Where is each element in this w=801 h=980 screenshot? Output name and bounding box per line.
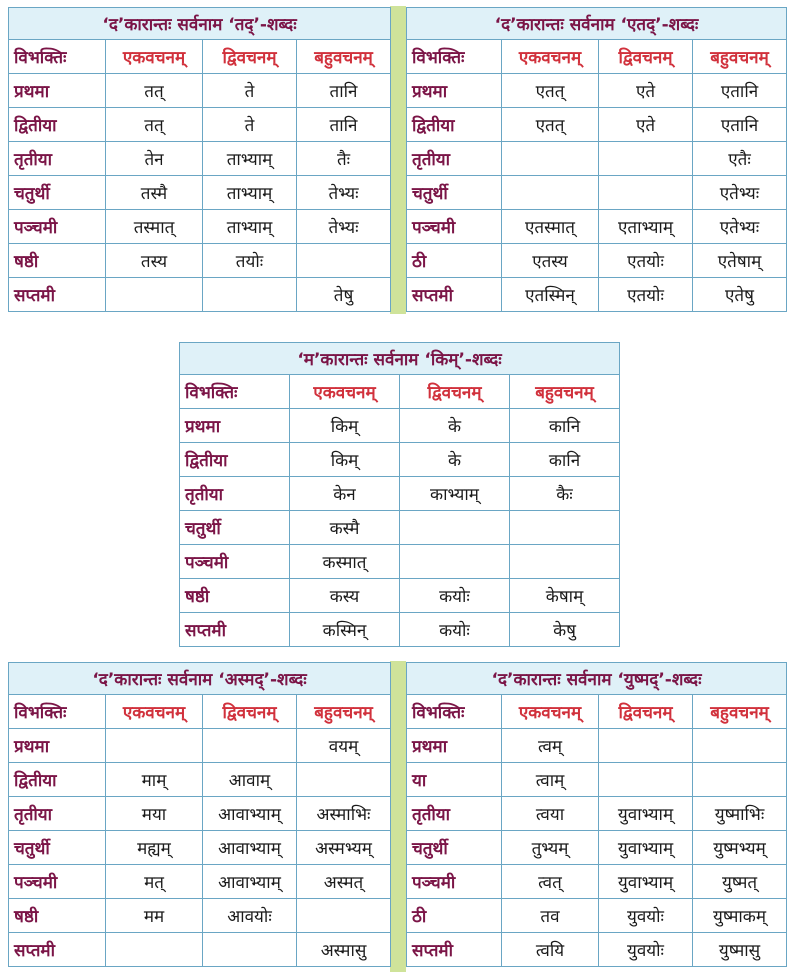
cell: [106, 933, 203, 967]
cell: एतानि: [693, 108, 787, 142]
cell: एतस्मिन्: [502, 278, 599, 312]
cell: एतेषु: [693, 278, 787, 312]
row-label: प्रथमा: [407, 729, 502, 763]
cell: युवयोः: [599, 933, 693, 967]
header-bahuvachanam: बहुवचनम्: [693, 40, 787, 74]
cell: [502, 142, 599, 176]
cell: ताभ्याम्: [203, 176, 297, 210]
cell: कस्मिन्: [290, 613, 400, 647]
row-label: सप्तमी: [9, 933, 106, 967]
cell: तत्: [106, 108, 203, 142]
header-vibhakti: विभक्तिः: [9, 40, 106, 74]
cell: त्वया: [502, 797, 599, 831]
cell: [297, 763, 391, 797]
cell: आवाभ्याम्: [203, 831, 297, 865]
cell: मम: [106, 899, 203, 933]
cell: वयम्: [297, 729, 391, 763]
table-etad: [406, 7, 787, 312]
cell: अस्माभिः: [297, 797, 391, 831]
header-vibhakti: विभक्तिः: [180, 375, 290, 409]
table-title: ‘म’कारान्तः सर्वनाम ‘किम्’-शब्दः: [180, 343, 620, 375]
row-label: प्रथमा: [9, 74, 106, 108]
row-label: तृतीया: [9, 797, 106, 831]
header-ekavachanam: एकवचनम्: [502, 695, 599, 729]
row-label: तृतीया: [407, 142, 502, 176]
cell: एतेषाम्: [693, 244, 787, 278]
cell: एते: [599, 108, 693, 142]
row-label: चतुर्थी: [9, 831, 106, 865]
row-label: तृतीया: [180, 477, 290, 511]
cell: अस्मत्: [297, 865, 391, 899]
cell: आवाम्: [203, 763, 297, 797]
cell: त्वयि: [502, 933, 599, 967]
header-bahuvachanam: बहुवचनम्: [297, 695, 391, 729]
header-ekavachanam: एकवचनम्: [502, 40, 599, 74]
cell: तव: [502, 899, 599, 933]
cell: [599, 142, 693, 176]
cell: कानि: [510, 409, 620, 443]
cell: तत्: [106, 74, 203, 108]
table-title: ‘द’कारान्तः सर्वनाम ‘एतद्’-शब्दः: [407, 8, 787, 40]
row-label: पञ्चमी: [9, 210, 106, 244]
cell: कैः: [510, 477, 620, 511]
header-dvivachanam: द्विवचनम्: [599, 695, 693, 729]
row-label: द्वितीया: [9, 108, 106, 142]
cell: एतस्य: [502, 244, 599, 278]
cell: आवयोः: [203, 899, 297, 933]
cell: काभ्याम्: [400, 477, 510, 511]
cell: तानि: [297, 74, 391, 108]
cell: के: [400, 443, 510, 477]
cell: एते: [599, 74, 693, 108]
cell: एतत्: [502, 108, 599, 142]
row-label: तृतीया: [407, 797, 502, 831]
cell: आवाभ्याम्: [203, 797, 297, 831]
cell: मह्यम्: [106, 831, 203, 865]
row-label: षष्ठी: [180, 579, 290, 613]
table-tad: [8, 7, 391, 312]
cell: एतेभ्यः: [693, 176, 787, 210]
cell: [502, 176, 599, 210]
cell: ताभ्याम्: [203, 210, 297, 244]
cell: कानि: [510, 443, 620, 477]
cell: कस्मै: [290, 511, 400, 545]
cell: [203, 933, 297, 967]
row-label: तृतीया: [9, 142, 106, 176]
row-label: प्रथमा: [180, 409, 290, 443]
cell: तेषु: [297, 278, 391, 312]
cell: त्वाम्: [502, 763, 599, 797]
cell: युष्मासु: [693, 933, 787, 967]
cell: तस्मै: [106, 176, 203, 210]
cell: युवयोः: [599, 899, 693, 933]
header-vibhakti: विभक्तिः: [9, 695, 106, 729]
cell: कयोः: [400, 613, 510, 647]
cell: तेभ्यः: [297, 176, 391, 210]
cell: [599, 763, 693, 797]
cell: तेन: [106, 142, 203, 176]
cell: युष्मत्: [693, 865, 787, 899]
cell: मया: [106, 797, 203, 831]
cell: मत्: [106, 865, 203, 899]
cell: युष्मभ्यम्: [693, 831, 787, 865]
table-title: ‘द’कारान्तः सर्वनाम ‘तद्’-शब्दः: [9, 8, 391, 40]
cell: युष्माभिः: [693, 797, 787, 831]
cell: [400, 511, 510, 545]
cell: अस्मभ्यम्: [297, 831, 391, 865]
cell: तस्मात्: [106, 210, 203, 244]
header-bahuvachanam: बहुवचनम्: [693, 695, 787, 729]
cell: [106, 729, 203, 763]
row-label: सप्तमी: [407, 933, 502, 967]
cell: केषु: [510, 613, 620, 647]
cell: युष्माकम्: [693, 899, 787, 933]
cell: त्वत्: [502, 865, 599, 899]
cell: केषाम्: [510, 579, 620, 613]
header-dvivachanam: द्विवचनम्: [203, 695, 297, 729]
cell: तेभ्यः: [297, 210, 391, 244]
bottom-divider: [390, 661, 406, 972]
row-label: सप्तमी: [9, 278, 106, 312]
cell: एताभ्याम्: [599, 210, 693, 244]
row-label: पञ्चमी: [407, 865, 502, 899]
cell: केन: [290, 477, 400, 511]
cell: एतानि: [693, 74, 787, 108]
cell: [510, 511, 620, 545]
cell: युवाभ्याम्: [599, 865, 693, 899]
cell: त्वम्: [502, 729, 599, 763]
cell: तैः: [297, 142, 391, 176]
row-label: सप्तमी: [407, 278, 502, 312]
header-dvivachanam: द्विवचनम्: [203, 40, 297, 74]
cell: तुभ्यम्: [502, 831, 599, 865]
header-bahuvachanam: बहुवचनम्: [297, 40, 391, 74]
cell: एतयोः: [599, 244, 693, 278]
row-label: पञ्चमी: [180, 545, 290, 579]
row-label: षष्ठी: [9, 244, 106, 278]
cell: युवाभ्याम्: [599, 797, 693, 831]
cell: माम्: [106, 763, 203, 797]
cell: किम्: [290, 443, 400, 477]
cell: एतयोः: [599, 278, 693, 312]
top-divider: [390, 6, 406, 314]
cell: [693, 729, 787, 763]
row-label: चतुर्थी: [9, 176, 106, 210]
row-label: चतुर्थी: [407, 176, 502, 210]
header-ekavachanam: एकवचनम्: [290, 375, 400, 409]
cell: एतैः: [693, 142, 787, 176]
row-label: प्रथमा: [9, 729, 106, 763]
row-label: द्वितीया: [9, 763, 106, 797]
header-dvivachanam: द्विवचनम्: [400, 375, 510, 409]
row-label: सप्तमी: [180, 613, 290, 647]
header-ekavachanam: एकवचनम्: [106, 695, 203, 729]
header-ekavachanam: एकवचनम्: [106, 40, 203, 74]
cell: [400, 545, 510, 579]
row-label: पञ्चमी: [9, 865, 106, 899]
cell: युवाभ्याम्: [599, 831, 693, 865]
table-kim: [179, 342, 620, 647]
cell: ताभ्याम्: [203, 142, 297, 176]
cell: कस्य: [290, 579, 400, 613]
cell: एतेभ्यः: [693, 210, 787, 244]
cell: एतस्मात्: [502, 210, 599, 244]
cell: [297, 899, 391, 933]
cell: तयोः: [203, 244, 297, 278]
table-yushmad: [406, 662, 787, 967]
row-label: चतुर्थी: [180, 511, 290, 545]
row-label: ठी: [407, 899, 502, 933]
cell: कस्मात्: [290, 545, 400, 579]
row-label: द्वितीया: [407, 108, 502, 142]
header-vibhakti: विभक्तिः: [407, 40, 502, 74]
table-title: ‘द’कारान्तः सर्वनाम ‘अस्मद्’-शब्दः: [9, 663, 391, 695]
cell: अस्मासु: [297, 933, 391, 967]
row-label: ठी: [407, 244, 502, 278]
header-dvivachanam: द्विवचनम्: [599, 40, 693, 74]
row-label: पञ्चमी: [407, 210, 502, 244]
cell: [203, 729, 297, 763]
cell: के: [400, 409, 510, 443]
cell: तस्य: [106, 244, 203, 278]
cell: किम्: [290, 409, 400, 443]
row-label: चतुर्थी: [407, 831, 502, 865]
cell: ते: [203, 74, 297, 108]
cell: तानि: [297, 108, 391, 142]
cell: कयोः: [400, 579, 510, 613]
cell: [599, 729, 693, 763]
cell: [106, 278, 203, 312]
cell: [693, 763, 787, 797]
cell: आवाभ्याम्: [203, 865, 297, 899]
row-label: षष्ठी: [9, 899, 106, 933]
row-label: या: [407, 763, 502, 797]
cell: [599, 176, 693, 210]
row-label: द्वितीया: [180, 443, 290, 477]
row-label: प्रथमा: [407, 74, 502, 108]
table-asmad: [8, 662, 391, 967]
header-bahuvachanam: बहुवचनम्: [510, 375, 620, 409]
cell: एतत्: [502, 74, 599, 108]
cell: [510, 545, 620, 579]
table-title: ‘द’कारान्तः सर्वनाम ‘युष्मद्’-शब्दः: [407, 663, 787, 695]
header-vibhakti: विभक्तिः: [407, 695, 502, 729]
cell: [297, 244, 391, 278]
cell: ते: [203, 108, 297, 142]
cell: [203, 278, 297, 312]
